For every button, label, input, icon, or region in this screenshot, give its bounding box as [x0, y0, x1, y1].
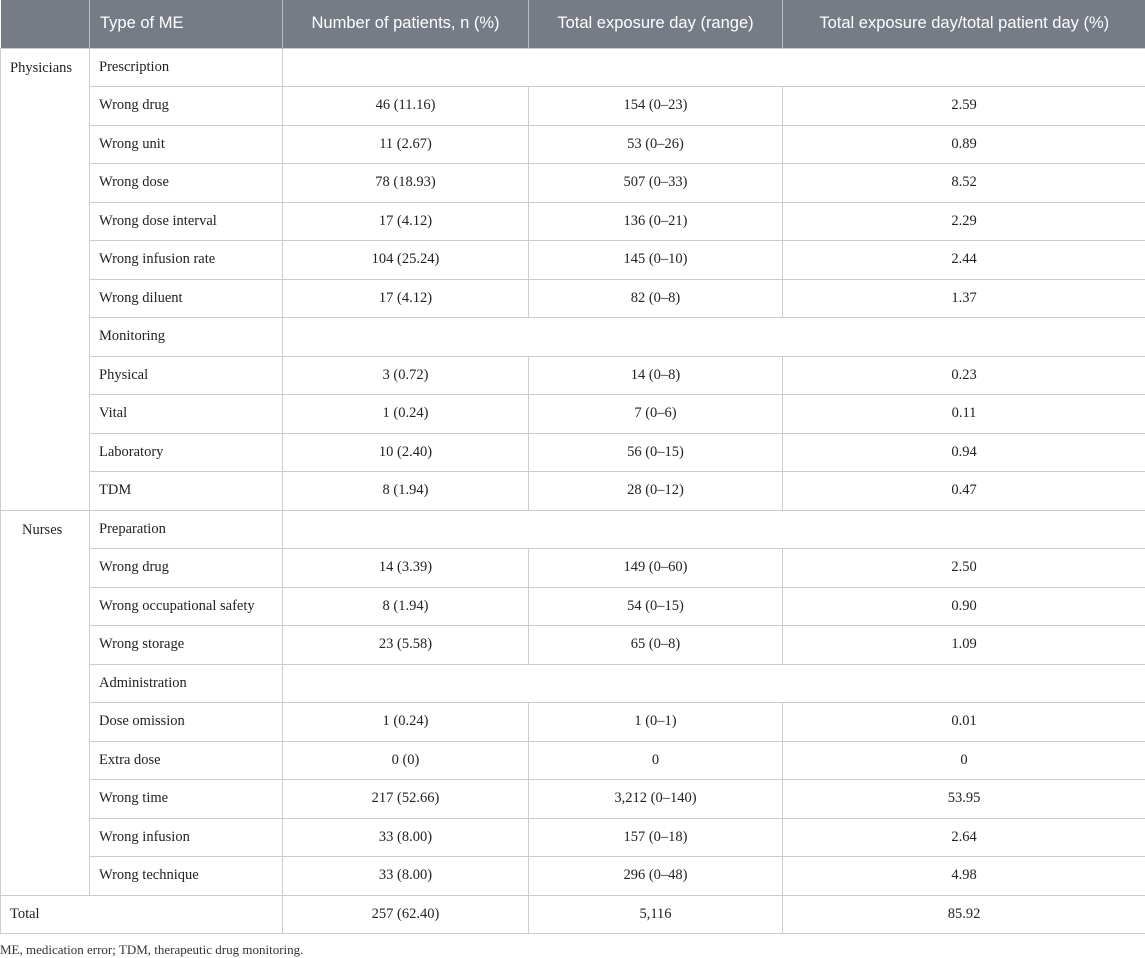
type-cell: Extra dose — [90, 741, 283, 780]
header-row — [1, 0, 1145, 48]
section-empty-cell — [283, 510, 1145, 549]
exposure-cell: 296 (0–48) — [529, 857, 783, 896]
patients-cell: 17 (4.12) — [283, 279, 529, 318]
section-row — [1, 510, 1145, 549]
type-cell: Wrong technique — [90, 857, 283, 896]
patients-cell: 17 (4.12) — [283, 202, 529, 241]
exposure-cell: 82 (0–8) — [529, 279, 783, 318]
patients-cell: 46 (11.16) — [283, 87, 529, 126]
table-row — [1, 164, 1145, 203]
exposure-cell: 0 — [529, 741, 783, 780]
section-row — [1, 48, 1145, 87]
type-cell: Wrong dose interval — [90, 202, 283, 241]
exposure-cell: 14 (0–8) — [529, 356, 783, 395]
table-row — [1, 356, 1145, 395]
patients-cell: 1 (0.24) — [283, 395, 529, 434]
patients-cell: 8 (1.94) — [283, 472, 529, 511]
patients-cell: 33 (8.00) — [283, 857, 529, 896]
exposure-cell: 56 (0–15) — [529, 433, 783, 472]
patients-cell: 78 (18.93) — [283, 164, 529, 203]
type-cell: Physical — [90, 356, 283, 395]
patients-cell: 11 (2.67) — [283, 125, 529, 164]
type-cell: TDM — [90, 472, 283, 511]
ratio-cell: 0.94 — [783, 433, 1145, 472]
type-cell: Wrong diluent — [90, 279, 283, 318]
table-row — [1, 125, 1145, 164]
exposure-cell: 7 (0–6) — [529, 395, 783, 434]
ratio-cell: 0.89 — [783, 125, 1145, 164]
patients-cell: 33 (8.00) — [283, 818, 529, 857]
table-row — [1, 279, 1145, 318]
exposure-cell: 28 (0–12) — [529, 472, 783, 511]
type-cell: Dose omission — [90, 703, 283, 742]
type-cell: Wrong drug — [90, 87, 283, 126]
ratio-cell: 0.90 — [783, 587, 1145, 626]
table-row — [1, 626, 1145, 665]
patients-cell: 0 (0) — [283, 741, 529, 780]
section-empty-cell — [283, 664, 1145, 703]
exposure-cell: 154 (0–23) — [529, 87, 783, 126]
exposure-cell: 157 (0–18) — [529, 818, 783, 857]
patients-cell: 10 (2.40) — [283, 433, 529, 472]
exposure-cell: 1 (0–1) — [529, 703, 783, 742]
patients-cell: 23 (5.58) — [283, 626, 529, 665]
ratio-cell: 2.44 — [783, 241, 1145, 280]
table-row — [1, 818, 1145, 857]
table-row — [1, 587, 1145, 626]
patients-cell: 1 (0.24) — [283, 703, 529, 742]
total-patients: 257 (62.40) — [283, 895, 529, 934]
section-label: Prescription — [90, 48, 283, 87]
ratio-cell: 4.98 — [783, 857, 1145, 896]
table-row — [1, 741, 1145, 780]
table-row — [1, 87, 1145, 126]
total-row — [1, 895, 1145, 934]
exposure-cell: 136 (0–21) — [529, 202, 783, 241]
table-row — [1, 472, 1145, 511]
role-cell: Physicians — [1, 48, 90, 510]
type-cell: Wrong infusion — [90, 818, 283, 857]
type-cell: Wrong occupational safety — [90, 587, 283, 626]
type-cell: Wrong dose — [90, 164, 283, 203]
ratio-cell: 53.95 — [783, 780, 1145, 819]
header-cell-ratio: Total exposure day/total patient day (%) — [783, 0, 1145, 48]
header-cell-patients: Number of patients, n (%) — [283, 0, 529, 48]
exposure-cell: 53 (0–26) — [529, 125, 783, 164]
total-label: Total — [1, 895, 283, 934]
ratio-cell: 0.47 — [783, 472, 1145, 511]
exposure-cell: 3,212 (0–140) — [529, 780, 783, 819]
type-cell: Wrong drug — [90, 549, 283, 588]
section-empty-cell — [283, 318, 1145, 357]
header-cell-type: Type of ME — [90, 0, 283, 48]
role-cell: Nurses — [1, 510, 90, 895]
exposure-cell: 149 (0–60) — [529, 549, 783, 588]
table-row — [1, 549, 1145, 588]
section-empty-cell — [283, 48, 1145, 87]
type-cell: Vital — [90, 395, 283, 434]
ratio-cell: 0.11 — [783, 395, 1145, 434]
section-row — [1, 318, 1145, 357]
table-header — [1, 0, 1145, 48]
section-label: Monitoring — [90, 318, 283, 357]
ratio-cell: 2.64 — [783, 818, 1145, 857]
section-row — [1, 664, 1145, 703]
type-cell: Wrong storage — [90, 626, 283, 665]
patients-cell: 14 (3.39) — [283, 549, 529, 588]
ratio-cell: 1.09 — [783, 626, 1145, 665]
ratio-cell: 2.59 — [783, 87, 1145, 126]
ratio-cell: 2.50 — [783, 549, 1145, 588]
table-row — [1, 857, 1145, 896]
ratio-cell: 0 — [783, 741, 1145, 780]
patients-cell: 217 (52.66) — [283, 780, 529, 819]
total-exposure: 5,116 — [529, 895, 783, 934]
ratio-cell: 1.37 — [783, 279, 1145, 318]
ratio-cell: 8.52 — [783, 164, 1145, 203]
table-footnote: ME, medication error; TDM, therapeutic drug monitoring. — [0, 942, 304, 957]
section-label: Administration — [90, 664, 283, 703]
type-cell: Wrong infusion rate — [90, 241, 283, 280]
patients-cell: 8 (1.94) — [283, 587, 529, 626]
table-row — [1, 433, 1145, 472]
patients-cell: 104 (25.24) — [283, 241, 529, 280]
ratio-cell: 0.23 — [783, 356, 1145, 395]
header-cell-role — [1, 0, 90, 48]
exposure-cell: 145 (0–10) — [529, 241, 783, 280]
type-cell: Laboratory — [90, 433, 283, 472]
table-row — [1, 703, 1145, 742]
type-cell: Wrong unit — [90, 125, 283, 164]
ratio-cell: 2.29 — [783, 202, 1145, 241]
table-row — [1, 780, 1145, 819]
table-row — [1, 202, 1145, 241]
type-cell: Wrong time — [90, 780, 283, 819]
total-ratio: 85.92 — [783, 895, 1145, 934]
ratio-cell: 0.01 — [783, 703, 1145, 742]
exposure-cell: 65 (0–8) — [529, 626, 783, 665]
table-row — [1, 241, 1145, 280]
table-row — [1, 395, 1145, 434]
patients-cell: 3 (0.72) — [283, 356, 529, 395]
exposure-cell: 507 (0–33) — [529, 164, 783, 203]
section-label: Preparation — [90, 510, 283, 549]
header-cell-exposure: Total exposure day (range) — [529, 0, 783, 48]
table-body — [1, 48, 1145, 934]
exposure-cell: 54 (0–15) — [529, 587, 783, 626]
